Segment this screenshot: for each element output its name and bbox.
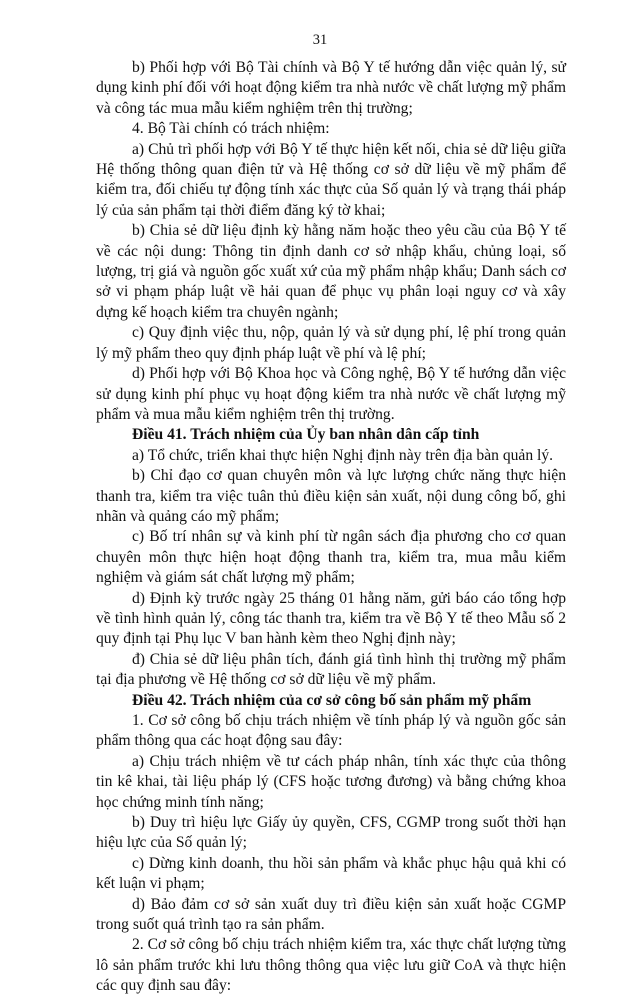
paragraph-4b: b) Chia sẻ dữ liệu định kỳ hằng năm hoặc theo yêu cầu của Bộ Y tế về các nội dung: Thông tin định danh cơ sở nhập khẩu, chủng loại, số lượng, trị giá và nguồn gốc xuất xứ của mỹ phẩm nhập khẩu; Danh sách cơ sở vi phạm pháp luật về hải quan để phục vụ phân loại nguy cơ và xây dựng kế hoạch kiểm tra chuyên ngành; [96,222,566,321]
page-number: 31 [312,32,328,48]
paragraph-42-2: 2. Cơ sở công bố chịu trách nhiệm kiểm tra, xác thực chất lượng từng lô sản phẩm trước khi lưu thông thông qua việc lưu giữ CoA và thực hiện các quy định sau đây: [96,936,566,995]
document-body [96,58,566,997]
article-42-heading: Điều 42. Trách nhiệm của cơ sở công bố sản phẩm mỹ phẩm [132,691,532,709]
paragraph-41dd: đ) Chia sẻ dữ liệu phân tích, đánh giá tình hình thị trường mỹ phẩm tại địa phương về Hệ thống cơ sở dữ liệu về mỹ phẩm. [96,650,566,689]
article-41-heading: Điều 41. Trách nhiệm của Ủy ban nhân dân cấp tỉnh [132,426,480,444]
paragraph-42-1a: a) Chịu trách nhiệm về tư cách pháp nhân, tính xác thực của thông tin kê khai, tài liệu pháp lý (CFS hoặc tương đương) và bằng chứng khoa học chứng minh tính năng; [96,752,566,811]
paragraph-42-1: 1. Cơ sở công bố chịu trách nhiệm về tính pháp lý và nguồn gốc sản phẩm thông qua các hoạt động sau đây: [96,712,566,750]
paragraph-42-1b: b) Duy trì hiệu lực Giấy ủy quyền, CFS, CGMP trong suốt thời hạn hiệu lực của Số quản lý; [96,814,566,852]
paragraph-41d: d) Định kỳ trước ngày 25 tháng 01 hằng năm, gửi báo cáo tổng hợp về tình hình quản lý, công tác thanh tra, kiểm tra về Bộ Y tế theo Mẫu số 2 quy định tại Phụ lục V ban hành kèm theo Nghị định này; [96,589,566,648]
paragraph-3b: b) Phối hợp với Bộ Tài chính và Bộ Y tế hướng dẫn việc quản lý, sử dụng kinh phí đối với hoạt động kiểm tra nhà nước về chất lượng mỹ phẩm và công tác mua mẫu kiểm nghiệm trên thị trường; [96,59,566,117]
paragraph-42-1d: d) Bảo đảm cơ sở sản xuất duy trì điều kiện sản xuất hoặc CGMP trong suốt quá trình tạo ra sản phẩm. [96,895,566,934]
paragraph-42-1c: c) Dừng kinh doanh, thu hồi sản phẩm và khắc phục hậu quả khi có kết luận vi phạm; [96,854,566,893]
paragraph-4c: c) Quy định việc thu, nộp, quản lý và sử dụng phí, lệ phí trong quản lý mỹ phẩm theo quy định pháp luật về phí và lệ phí; [96,324,566,362]
paragraph-41c: c) Bố trí nhân sự và kinh phí từ ngân sách địa phương cho cơ quan chuyên môn thực hiện hoạt động thanh tra, kiểm tra, mua mẫu kiểm nghiệm và giám sát chất lượng mỹ phẩm; [96,528,566,587]
paragraph-41b: b) Chỉ đạo cơ quan chuyên môn và lực lượng chức năng thực hiện thanh tra, kiểm tra việc tuân thủ điều kiện sản xuất, nội dung công bố, ghi nhãn và quảng cáo mỹ phẩm; [96,467,566,525]
paragraph-41a: a) Tổ chức, triển khai thực hiện Nghị định này trên địa bàn quản lý. [132,446,554,464]
paragraph-4a: a) Chủ trì phối hợp với Bộ Y tế thực hiện kết nối, chia sẻ dữ liệu giữa Hệ thống thông quan điện tử và Hệ thống cơ sở dữ liệu về mỹ phẩm để kiểm tra, đối chiếu tự động tính xác thực của Số quản lý và trạng thái pháp lý của sản phẩm tại thời điểm đăng ký tờ khai; [96,140,566,219]
paragraph-4d: d) Phối hợp với Bộ Khoa học và Công nghệ, Bộ Y tế hướng dẫn việc sử dụng kinh phí phục vụ hoạt động kiểm tra nhà nước về chất lượng mỹ phẩm và mua mẫu kiểm nghiệm trên thị trường. [96,365,566,423]
paragraph-4: 4. Bộ Tài chính có trách nhiệm: [132,120,330,138]
